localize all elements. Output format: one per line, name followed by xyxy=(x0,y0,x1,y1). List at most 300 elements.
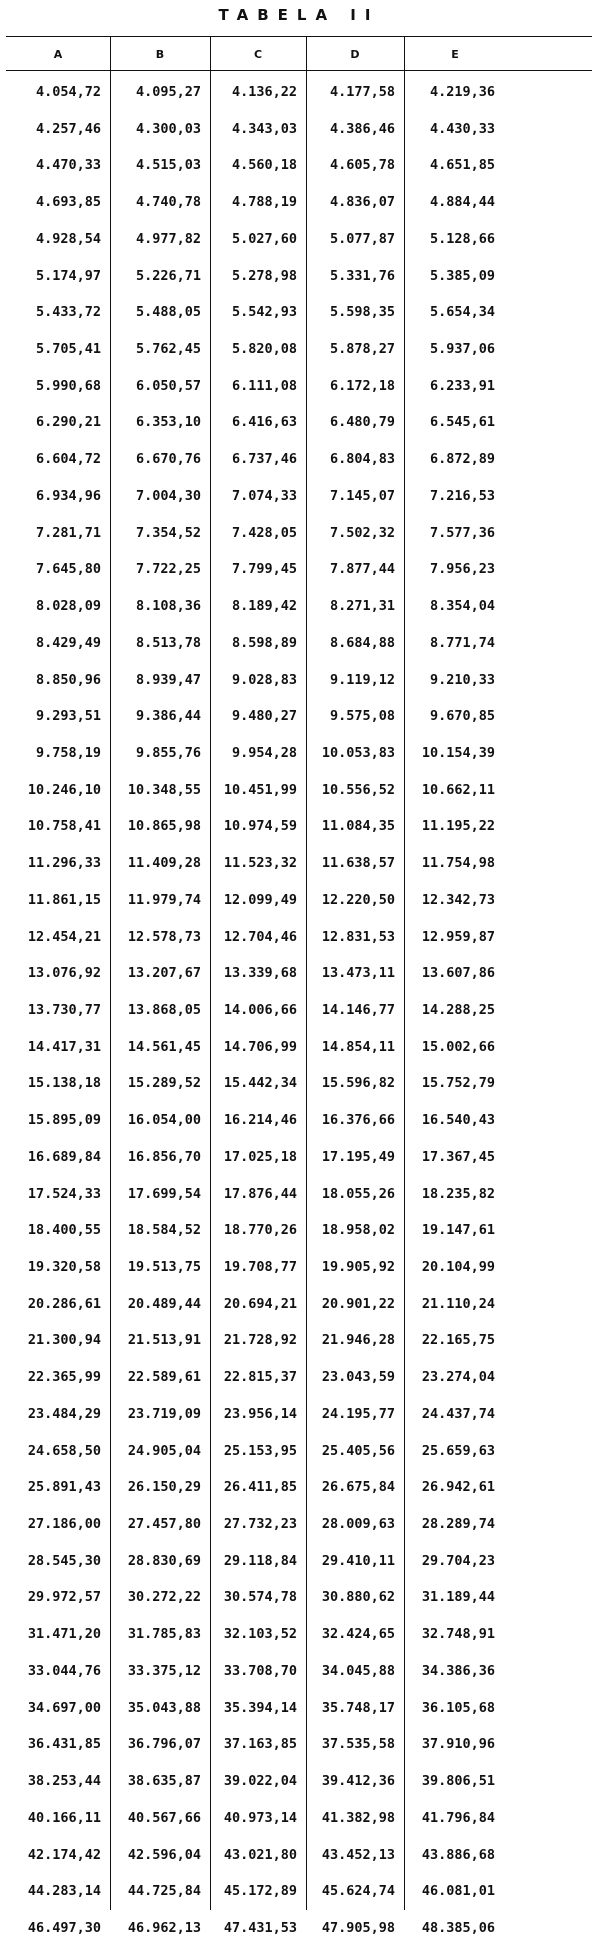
table-cell-d: 10.053,83 xyxy=(321,744,395,761)
column-header-d: D xyxy=(350,48,360,61)
table-row xyxy=(6,772,592,809)
table-cell-e: 5.937,06 xyxy=(429,341,495,358)
table-cell-c: 6.111,08 xyxy=(231,377,297,394)
table-cell-e: 7.956,23 xyxy=(429,561,495,578)
table-row xyxy=(6,184,592,221)
table-cell-a: 8.429,49 xyxy=(35,634,101,651)
table-cell-c: 22.815,37 xyxy=(223,1369,297,1386)
header-rule xyxy=(6,70,592,71)
table-cell-b: 4.515,03 xyxy=(135,157,201,174)
table-cell-a: 16.689,84 xyxy=(27,1148,101,1165)
table-cell-d: 7.877,44 xyxy=(329,561,395,578)
table-cell-a: 24.658,50 xyxy=(27,1442,101,1459)
table-cell-e: 6.545,61 xyxy=(429,414,495,431)
column-header-b: B xyxy=(155,48,165,61)
table-cell-c: 33.708,70 xyxy=(223,1662,297,1679)
table-cell-b: 6.050,57 xyxy=(135,377,201,394)
table-cell-c: 15.442,34 xyxy=(223,1075,297,1092)
table-cell-a: 4.257,46 xyxy=(35,120,101,137)
table-cell-d: 24.195,77 xyxy=(321,1405,395,1422)
table-cell-c: 6.416,63 xyxy=(231,414,297,431)
table-cell-c: 7.074,33 xyxy=(231,487,297,504)
table-cell-b: 15.289,52 xyxy=(127,1075,201,1092)
table-cell-d: 16.376,66 xyxy=(321,1112,395,1129)
table-cell-b: 20.489,44 xyxy=(127,1295,201,1312)
table-cell-a: 11.861,15 xyxy=(27,891,101,908)
table-cell-e: 4.884,44 xyxy=(429,194,495,211)
table-row xyxy=(6,331,592,368)
table-cell-b: 5.762,45 xyxy=(135,341,201,358)
table-row xyxy=(6,478,592,515)
table-row xyxy=(6,1543,592,1580)
table-cell-b: 4.300,03 xyxy=(135,120,201,137)
table-row xyxy=(6,1359,592,1396)
table-cell-a: 36.431,85 xyxy=(27,1736,101,1753)
table-row xyxy=(6,294,592,331)
table-cell-b: 14.561,45 xyxy=(127,1038,201,1055)
table-cell-b: 21.513,91 xyxy=(127,1332,201,1349)
table-cell-c: 4.343,03 xyxy=(231,120,297,137)
table-cell-d: 11.084,35 xyxy=(321,818,395,835)
table-cell-c: 5.278,98 xyxy=(231,267,297,284)
table-cell-b: 31.785,83 xyxy=(127,1626,201,1643)
table-cell-e: 5.385,09 xyxy=(429,267,495,284)
table-cell-a: 6.290,21 xyxy=(35,414,101,431)
table-cell-a: 5.990,68 xyxy=(35,377,101,394)
table-cell-a: 9.293,51 xyxy=(35,708,101,725)
table-cell-b: 6.670,76 xyxy=(135,451,201,468)
table-cell-d: 23.043,59 xyxy=(321,1369,395,1386)
table-cell-d: 41.382,98 xyxy=(321,1809,395,1826)
table-cell-d: 11.638,57 xyxy=(321,855,395,872)
table-cell-e: 48.385,06 xyxy=(421,1919,495,1936)
table-cell-a: 21.300,94 xyxy=(27,1332,101,1349)
table-cell-a: 46.497,30 xyxy=(27,1919,101,1936)
table-cell-c: 9.028,83 xyxy=(231,671,297,688)
table-row xyxy=(6,441,592,478)
table-row xyxy=(6,515,592,552)
table-cell-d: 8.271,31 xyxy=(329,598,395,615)
table-row xyxy=(6,662,592,699)
table-cell-c: 9.954,28 xyxy=(231,744,297,761)
table-cell-a: 15.138,18 xyxy=(27,1075,101,1092)
column-header-e: E xyxy=(451,48,459,61)
table-row xyxy=(6,625,592,662)
table-cell-c: 4.136,22 xyxy=(231,84,297,100)
table-cell-c: 20.694,21 xyxy=(223,1295,297,1312)
table-cell-d: 28.009,63 xyxy=(321,1516,395,1533)
table-row xyxy=(6,1433,592,1470)
table-cell-e: 32.748,91 xyxy=(421,1626,495,1643)
table-cell-b: 10.865,98 xyxy=(127,818,201,835)
table-cell-a: 29.972,57 xyxy=(27,1589,101,1606)
table-cell-e: 37.910,96 xyxy=(421,1736,495,1753)
table-cell-c: 43.021,80 xyxy=(223,1846,297,1863)
table-cell-d: 5.598,35 xyxy=(329,304,395,321)
table-cell-e: 11.754,98 xyxy=(421,855,495,872)
table-cell-a: 15.895,09 xyxy=(27,1112,101,1129)
table-cell-d: 5.878,27 xyxy=(329,341,395,358)
table-cell-d: 8.684,88 xyxy=(329,634,395,651)
table-body xyxy=(6,74,592,1947)
table-cell-b: 38.635,87 xyxy=(127,1773,201,1790)
table-row xyxy=(6,1726,592,1763)
table-cell-b: 11.979,74 xyxy=(127,891,201,908)
table-cell-a: 23.484,29 xyxy=(27,1405,101,1422)
table-row xyxy=(6,1176,592,1213)
table-cell-e: 5.654,34 xyxy=(429,304,495,321)
table-row xyxy=(6,1139,592,1176)
table-cell-c: 30.574,78 xyxy=(223,1589,297,1606)
table-cell-d: 4.836,07 xyxy=(329,194,395,211)
table-cell-b: 26.150,29 xyxy=(127,1479,201,1496)
table-cell-e: 7.216,53 xyxy=(429,487,495,504)
table-cell-c: 19.708,77 xyxy=(223,1259,297,1275)
table-cell-c: 14.706,99 xyxy=(223,1038,297,1055)
table-cell-a: 4.054,72 xyxy=(35,84,101,100)
table-cell-e: 15.002,66 xyxy=(421,1038,495,1055)
table-cell-a: 5.174,97 xyxy=(35,267,101,284)
table-row xyxy=(6,808,592,845)
table-cell-a: 22.365,99 xyxy=(27,1369,101,1386)
table-cell-a: 25.891,43 xyxy=(27,1479,101,1496)
table-row xyxy=(6,735,592,772)
table-cell-d: 6.172,18 xyxy=(329,377,395,394)
table-row xyxy=(6,1763,592,1800)
table-cell-e: 5.128,66 xyxy=(429,230,495,247)
table-cell-d: 21.946,28 xyxy=(321,1332,395,1349)
table-cell-d: 6.480,79 xyxy=(329,414,395,431)
table-cell-a: 20.286,61 xyxy=(27,1295,101,1312)
table-cell-c: 8.189,42 xyxy=(231,598,297,615)
table-row xyxy=(6,1102,592,1139)
table-cell-c: 7.799,45 xyxy=(231,561,297,578)
table-cell-d: 26.675,84 xyxy=(321,1479,395,1496)
table-cell-e: 31.189,44 xyxy=(421,1589,495,1606)
table-cell-b: 18.584,52 xyxy=(127,1222,201,1239)
table-cell-a: 13.076,92 xyxy=(27,965,101,982)
table-cell-d: 17.195,49 xyxy=(321,1148,395,1165)
table-cell-c: 10.451,99 xyxy=(223,781,297,798)
table-cell-c: 26.411,85 xyxy=(223,1479,297,1496)
column-header-a: A xyxy=(53,48,63,61)
table-cell-e: 4.651,85 xyxy=(429,157,495,174)
table-cell-d: 20.901,22 xyxy=(321,1295,395,1312)
table-cell-a: 19.320,58 xyxy=(27,1259,101,1275)
table-cell-d: 4.605,78 xyxy=(329,157,395,174)
table-cell-d: 47.905,98 xyxy=(321,1919,395,1936)
table-row xyxy=(6,1653,592,1690)
table-cell-a: 9.758,19 xyxy=(35,744,101,761)
table-cell-e: 43.886,68 xyxy=(421,1846,495,1863)
table-cell-e: 18.235,82 xyxy=(421,1185,495,1202)
table-cell-c: 5.027,60 xyxy=(231,230,297,247)
table-cell-c: 40.973,14 xyxy=(223,1809,297,1826)
table-cell-a: 17.524,33 xyxy=(27,1185,101,1202)
table-cell-b: 16.856,70 xyxy=(127,1148,201,1165)
table-row xyxy=(6,1837,592,1874)
table-cell-c: 39.022,04 xyxy=(223,1773,297,1790)
table-row xyxy=(6,1249,592,1286)
table-cell-d: 43.452,13 xyxy=(321,1846,395,1863)
table-cell-b: 33.375,12 xyxy=(127,1662,201,1679)
table-cell-c: 6.737,46 xyxy=(231,451,297,468)
table-cell-a: 4.693,85 xyxy=(35,194,101,211)
table-cell-e: 6.872,89 xyxy=(429,451,495,468)
table-row xyxy=(6,588,592,625)
table-cell-d: 12.220,50 xyxy=(321,891,395,908)
table-cell-a: 5.433,72 xyxy=(35,304,101,321)
table-cell-b: 19.513,75 xyxy=(127,1259,201,1275)
table-cell-d: 32.424,65 xyxy=(321,1626,395,1643)
table-cell-a: 10.246,10 xyxy=(27,781,101,798)
table-cell-a: 27.186,00 xyxy=(27,1516,101,1533)
table-cell-b: 42.596,04 xyxy=(127,1846,201,1863)
table-top-rule xyxy=(6,36,592,37)
table-cell-b: 11.409,28 xyxy=(127,855,201,872)
table-cell-a: 4.928,54 xyxy=(35,230,101,247)
table-cell-a: 6.604,72 xyxy=(35,451,101,468)
table-cell-c: 12.704,46 xyxy=(223,928,297,945)
table-cell-a: 31.471,20 xyxy=(27,1626,101,1643)
table-row xyxy=(6,147,592,184)
table-cell-b: 36.796,07 xyxy=(127,1736,201,1753)
table-cell-d: 14.854,11 xyxy=(321,1038,395,1055)
table-cell-a: 38.253,44 xyxy=(27,1773,101,1790)
table-cell-d: 37.535,58 xyxy=(321,1736,395,1753)
table-cell-e: 4.219,36 xyxy=(429,84,495,100)
table-cell-d: 5.077,87 xyxy=(329,230,395,247)
table-cell-b: 4.977,82 xyxy=(135,230,201,247)
table-row xyxy=(6,74,592,111)
table-cell-e: 12.342,73 xyxy=(421,891,495,908)
table-row xyxy=(6,258,592,295)
table-cell-e: 8.354,04 xyxy=(429,598,495,615)
table-cell-b: 24.905,04 xyxy=(127,1442,201,1459)
table-cell-e: 12.959,87 xyxy=(421,928,495,945)
data-table xyxy=(6,34,592,1936)
table-cell-e: 9.210,33 xyxy=(429,671,495,688)
table-cell-c: 45.172,89 xyxy=(223,1883,297,1900)
table-cell-e: 41.796,84 xyxy=(421,1809,495,1826)
table-row xyxy=(6,1800,592,1837)
page-title: TABELA II xyxy=(218,6,380,24)
table-row xyxy=(6,1579,592,1616)
table-cell-b: 40.567,66 xyxy=(127,1809,201,1826)
table-cell-a: 8.028,09 xyxy=(35,598,101,615)
table-cell-d: 19.905,92 xyxy=(321,1259,395,1275)
table-cell-c: 21.728,92 xyxy=(223,1332,297,1349)
table-cell-b: 17.699,54 xyxy=(127,1185,201,1202)
table-cell-a: 33.044,76 xyxy=(27,1662,101,1679)
table-cell-c: 4.788,19 xyxy=(231,194,297,211)
table-cell-e: 4.430,33 xyxy=(429,120,495,137)
table-cell-c: 11.523,32 xyxy=(223,855,297,872)
table-row xyxy=(6,1212,592,1249)
table-cell-b: 30.272,22 xyxy=(127,1589,201,1606)
table-cell-e: 46.081,01 xyxy=(421,1883,495,1900)
table-cell-b: 13.868,05 xyxy=(127,1001,201,1018)
table-cell-b: 9.855,76 xyxy=(135,744,201,761)
table-cell-b: 12.578,73 xyxy=(127,928,201,945)
table-cell-d: 34.045,88 xyxy=(321,1662,395,1679)
table-cell-e: 36.105,68 xyxy=(421,1699,495,1716)
table-cell-d: 10.556,52 xyxy=(321,781,395,798)
table-cell-b: 4.740,78 xyxy=(135,194,201,211)
table-cell-c: 8.598,89 xyxy=(231,634,297,651)
table-row xyxy=(6,111,592,148)
table-cell-a: 12.454,21 xyxy=(27,928,101,945)
table-cell-e: 39.806,51 xyxy=(421,1773,495,1790)
table-cell-e: 6.233,91 xyxy=(429,377,495,394)
table-cell-e: 34.386,36 xyxy=(421,1662,495,1679)
table-cell-a: 28.545,30 xyxy=(27,1552,101,1569)
table-cell-b: 16.054,00 xyxy=(127,1112,201,1129)
table-cell-a: 40.166,11 xyxy=(27,1809,101,1826)
table-cell-e: 10.662,11 xyxy=(421,781,495,798)
table-row xyxy=(6,992,592,1029)
column-header-c: C xyxy=(253,48,263,61)
table-cell-b: 35.043,88 xyxy=(127,1699,201,1716)
table-cell-c: 35.394,14 xyxy=(223,1699,297,1716)
table-cell-a: 4.470,33 xyxy=(35,157,101,174)
table-cell-e: 16.540,43 xyxy=(421,1112,495,1129)
table-cell-a: 7.645,80 xyxy=(35,561,101,578)
table-cell-c: 18.770,26 xyxy=(223,1222,297,1239)
table-cell-b: 6.353,10 xyxy=(135,414,201,431)
table-cell-d: 45.624,74 xyxy=(321,1883,395,1900)
table-cell-c: 7.428,05 xyxy=(231,524,297,541)
table-cell-a: 5.705,41 xyxy=(35,341,101,358)
table-cell-c: 13.339,68 xyxy=(223,965,297,982)
table-row xyxy=(6,1690,592,1727)
table-cell-c: 12.099,49 xyxy=(223,891,297,908)
table-cell-a: 10.758,41 xyxy=(27,818,101,835)
table-row xyxy=(6,1286,592,1323)
table-cell-b: 23.719,09 xyxy=(127,1405,201,1422)
table-cell-b: 9.386,44 xyxy=(135,708,201,725)
table-cell-c: 5.820,08 xyxy=(231,341,297,358)
table-cell-a: 8.850,96 xyxy=(35,671,101,688)
table-row xyxy=(6,955,592,992)
table-cell-b: 7.354,52 xyxy=(135,524,201,541)
table-row xyxy=(6,1029,592,1066)
table-row xyxy=(6,1322,592,1359)
table-cell-c: 10.974,59 xyxy=(223,818,297,835)
table-cell-d: 13.473,11 xyxy=(321,965,395,982)
table-cell-c: 47.431,53 xyxy=(223,1919,297,1936)
table-cell-c: 5.542,93 xyxy=(231,304,297,321)
table-cell-e: 29.704,23 xyxy=(421,1552,495,1569)
table-cell-b: 8.108,36 xyxy=(135,598,201,615)
table-cell-d: 14.146,77 xyxy=(321,1001,395,1018)
table-cell-e: 24.437,74 xyxy=(421,1405,495,1422)
table-cell-b: 28.830,69 xyxy=(127,1552,201,1569)
table-row xyxy=(6,1506,592,1543)
table-cell-c: 4.560,18 xyxy=(231,157,297,174)
table-row xyxy=(6,845,592,882)
table-cell-e: 7.577,36 xyxy=(429,524,495,541)
table-cell-c: 9.480,27 xyxy=(231,708,297,725)
table-row xyxy=(6,551,592,588)
table-cell-d: 12.831,53 xyxy=(321,928,395,945)
table-row xyxy=(6,404,592,441)
table-cell-b: 8.939,47 xyxy=(135,671,201,688)
table-cell-a: 34.697,00 xyxy=(27,1699,101,1716)
table-cell-e: 19.147,61 xyxy=(421,1222,495,1239)
table-cell-e: 13.607,86 xyxy=(421,965,495,982)
table-cell-e: 11.195,22 xyxy=(421,818,495,835)
table-cell-c: 17.025,18 xyxy=(223,1148,297,1165)
table-cell-e: 17.367,45 xyxy=(421,1148,495,1165)
table-cell-b: 46.962,13 xyxy=(127,1919,201,1936)
table-row xyxy=(6,1396,592,1433)
table-cell-c: 32.103,52 xyxy=(223,1626,297,1643)
table-row xyxy=(6,1910,592,1947)
table-cell-e: 23.274,04 xyxy=(421,1369,495,1386)
table-cell-e: 28.289,74 xyxy=(421,1516,495,1533)
table-cell-b: 22.589,61 xyxy=(127,1369,201,1386)
table-cell-c: 23.956,14 xyxy=(223,1405,297,1422)
table-cell-d: 7.502,32 xyxy=(329,524,395,541)
table-cell-c: 16.214,46 xyxy=(223,1112,297,1129)
table-cell-b: 4.095,27 xyxy=(135,84,201,100)
table-cell-e: 26.942,61 xyxy=(421,1479,495,1496)
table-cell-d: 5.331,76 xyxy=(329,267,395,284)
table-cell-b: 44.725,84 xyxy=(127,1883,201,1900)
table-cell-c: 14.006,66 xyxy=(223,1001,297,1018)
table-cell-e: 21.110,24 xyxy=(421,1295,495,1312)
table-cell-a: 44.283,14 xyxy=(27,1883,101,1900)
table-cell-a: 11.296,33 xyxy=(27,855,101,872)
table-cell-d: 9.575,08 xyxy=(329,708,395,725)
table-cell-a: 42.174,42 xyxy=(27,1846,101,1863)
table-cell-c: 25.153,95 xyxy=(223,1442,297,1459)
table-cell-b: 13.207,67 xyxy=(127,965,201,982)
table-cell-b: 10.348,55 xyxy=(127,781,201,798)
table-cell-e: 9.670,85 xyxy=(429,708,495,725)
table-row xyxy=(6,882,592,919)
table-cell-e: 20.104,99 xyxy=(421,1259,495,1275)
table-row xyxy=(6,221,592,258)
table-cell-e: 10.154,39 xyxy=(421,744,495,761)
table-cell-b: 27.457,80 xyxy=(127,1516,201,1533)
table-row xyxy=(6,698,592,735)
table-row xyxy=(6,1873,592,1910)
table-cell-a: 7.281,71 xyxy=(35,524,101,541)
table-cell-b: 7.722,25 xyxy=(135,561,201,578)
table-cell-d: 30.880,62 xyxy=(321,1589,395,1606)
table-row xyxy=(6,1065,592,1102)
table-cell-d: 7.145,07 xyxy=(329,487,395,504)
table-cell-b: 8.513,78 xyxy=(135,634,201,651)
table-cell-a: 6.934,96 xyxy=(35,487,101,504)
table-cell-c: 29.118,84 xyxy=(223,1552,297,1569)
table-cell-d: 18.958,02 xyxy=(321,1222,395,1239)
table-cell-a: 14.417,31 xyxy=(27,1038,101,1055)
table-cell-b: 5.488,05 xyxy=(135,304,201,321)
table-cell-d: 39.412,36 xyxy=(321,1773,395,1790)
table-cell-b: 7.004,30 xyxy=(135,487,201,504)
table-cell-c: 37.163,85 xyxy=(223,1736,297,1753)
table-cell-e: 25.659,63 xyxy=(421,1442,495,1459)
table-cell-d: 25.405,56 xyxy=(321,1442,395,1459)
table-cell-a: 18.400,55 xyxy=(27,1222,101,1239)
table-cell-e: 15.752,79 xyxy=(421,1075,495,1092)
table-cell-d: 18.055,26 xyxy=(321,1185,395,1202)
table-cell-a: 13.730,77 xyxy=(27,1001,101,1018)
table-cell-d: 15.596,82 xyxy=(321,1075,395,1092)
